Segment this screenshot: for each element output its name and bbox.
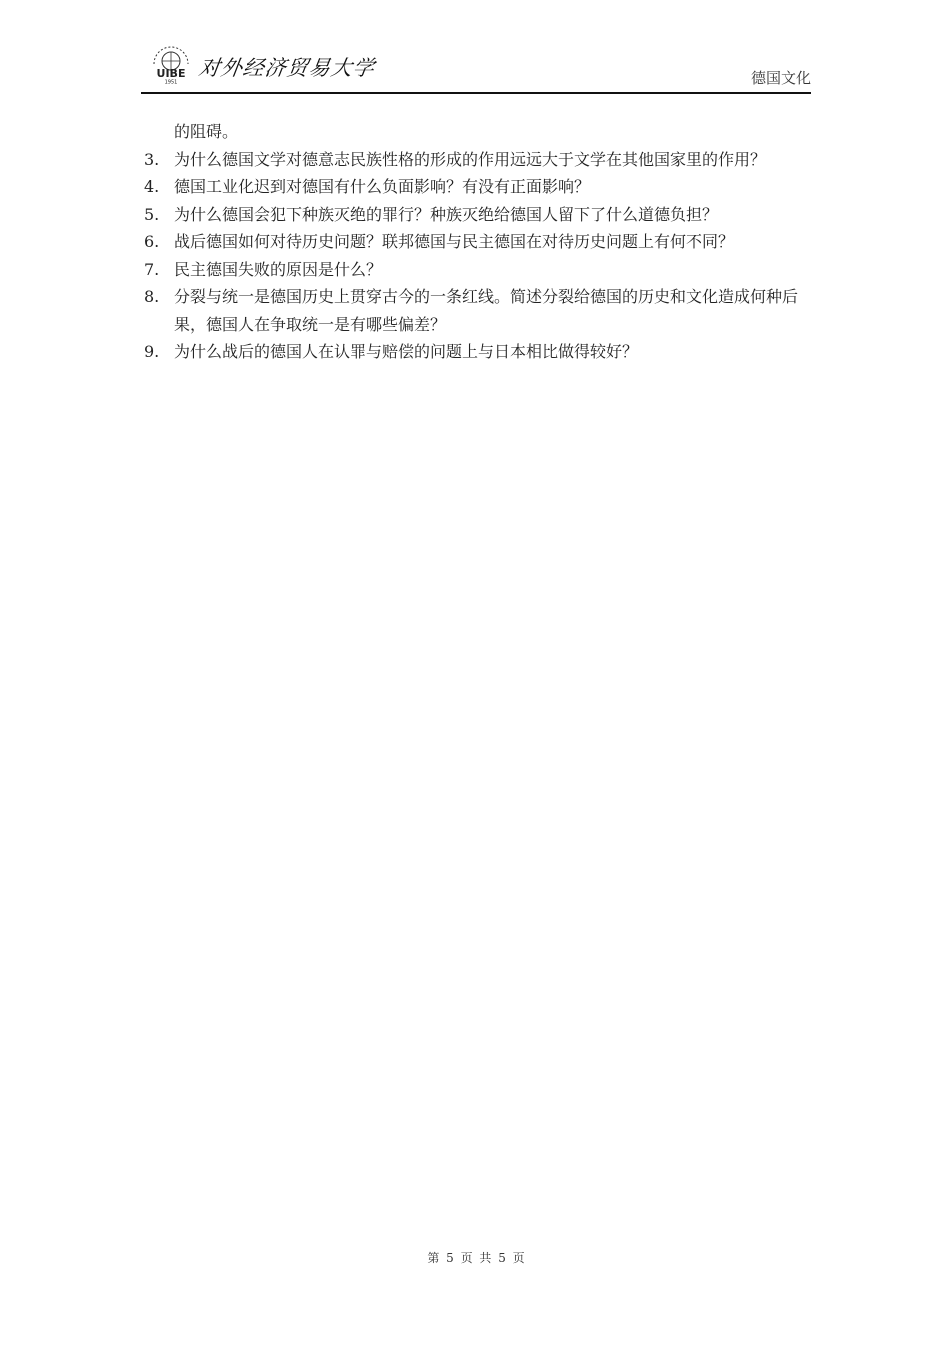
question-number: 3.	[144, 149, 160, 169]
question-item	[144, 338, 814, 366]
university-logo-icon	[146, 44, 196, 84]
continuation-text: 的阻碍。	[174, 122, 239, 141]
svg-text:UIBE: UIBE	[156, 67, 186, 80]
svg-text:1951: 1951	[164, 79, 178, 84]
question-number: 5.	[144, 204, 160, 224]
question-text: 为什么战后的德国人在认罪与赔偿的问题上与日本相比做得较好？	[174, 342, 639, 361]
question-text: 民主德国失败的原因是什么？	[174, 259, 383, 279]
question-text: 为什么德国会犯下种族灭绝的罪行？种族灭绝给德国人留下了什么道德负担？	[174, 204, 719, 224]
question-item	[144, 173, 814, 201]
question-text: 德国工业化迟到对德国有什么负面影响？有没有正面影响？	[174, 177, 591, 196]
course-title: 德国文化	[750, 69, 811, 87]
page-footer: 第 5 页 共 5 页	[427, 1251, 525, 1265]
question-item	[144, 201, 814, 229]
question-item	[144, 228, 814, 256]
question-list	[144, 118, 814, 366]
question-item	[144, 283, 814, 338]
university-name: 对外经济贸易大学	[197, 56, 377, 80]
question-number: 9.	[144, 342, 160, 361]
question-item	[144, 146, 814, 174]
question-number: 6.	[144, 232, 160, 251]
question-item	[144, 256, 814, 284]
question-number: 7.	[144, 259, 160, 279]
page-header	[141, 40, 811, 94]
question-number: 4.	[144, 177, 160, 196]
question-text: 分裂与统一是德国历史上贯穿古今的一条红线。简述分裂给德国的历史和文化造成何种后果，德国人在争取统一是有哪些偏差？	[174, 287, 799, 334]
question-number: 8.	[144, 287, 160, 306]
question-text: 战后德国如何对待历史问题？联邦德国与民主德国在对待历史问题上有何不同？	[174, 232, 735, 251]
question-text: 为什么德国文学对德意志民族性格的形成的作用远远大于文学在其他国家里的作用？	[174, 149, 767, 169]
